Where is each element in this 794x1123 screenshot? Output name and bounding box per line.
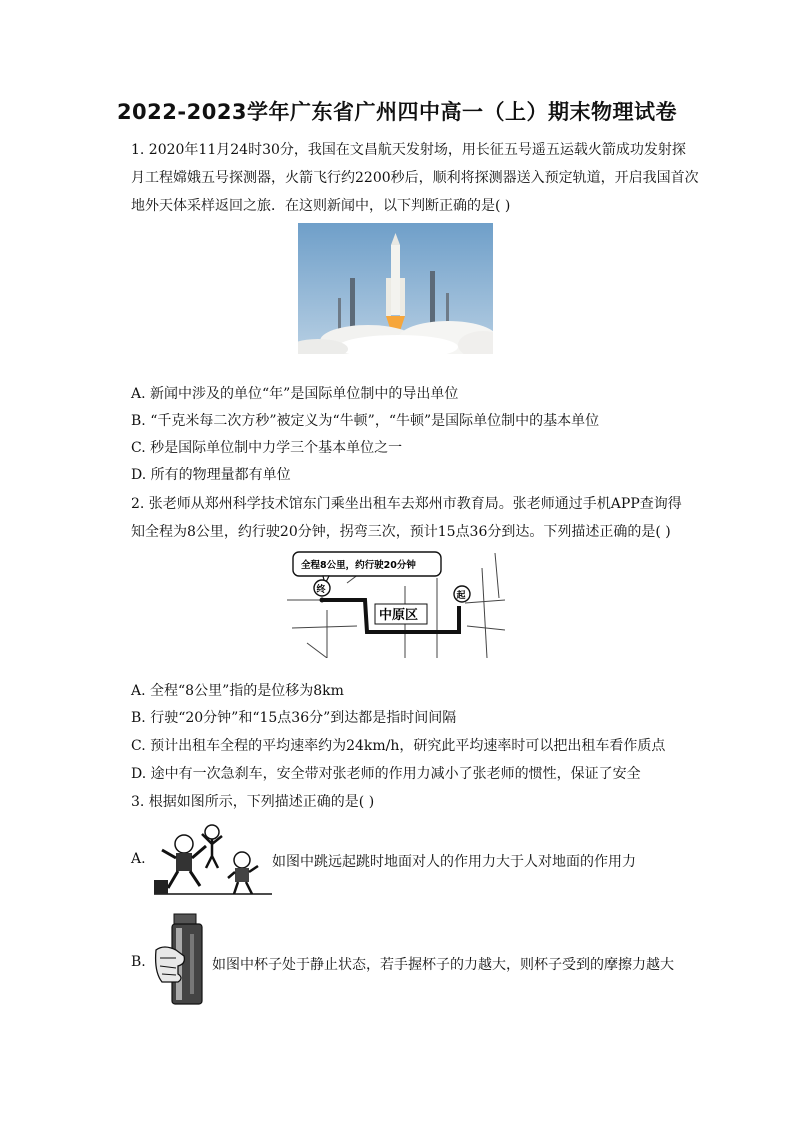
jumper-head (175, 835, 193, 853)
start-marker-label: 起 (456, 591, 466, 601)
q2-stem-line-1: 2. 张老师从郑州科学技术馆东门乘坐出租车去郑州市教育局。张老师通过手机APP查询得 (131, 496, 682, 512)
ground-block (154, 880, 168, 894)
q1-stem-line-2: 月工程嫦娥五号探测器，火箭飞行约2200秒后，顺利将探测器送入预定轨道，开启我国首次 (131, 170, 699, 186)
hand (156, 947, 185, 982)
cup-lid (174, 914, 196, 924)
q2-option-c[interactable]: C. 预计出租车全程的平均速率约为24km/h，研究此平均速率时可以把出租车看作质点 (131, 738, 666, 754)
page-title: 2022-2023学年广东省广州四中高一（上）期末物理试卷 (116, 100, 678, 124)
q3-option-b-text[interactable]: 如图中杯子处于静止状态，若手握杯子的力越大，则杯子受到的摩擦力越大 (212, 957, 674, 973)
q1-stem-line-3: 地外天体采样返回之旅．在这则新闻中，以下判断正确的是( ) (131, 198, 511, 214)
q1-option-c[interactable]: C. 秒是国际单位制中力学三个基本单位之一 (131, 440, 403, 456)
q2-option-a[interactable]: A. 全程“8公里”指的是位移为8km (131, 683, 344, 699)
q3-option-a-text[interactable]: 如图中跳远起跳时地面对人的作用力大于人对地面的作用力 (272, 854, 636, 870)
rocket-launch-photo (298, 223, 493, 354)
taxi-route-map (287, 548, 505, 658)
rocket-booster-right (400, 278, 405, 316)
q1-option-a[interactable]: A. 新闻中涉及的单位“年”是国际单位制中的导出单位 (131, 386, 459, 402)
q1-option-d[interactable]: D. 所有的物理量都有单位 (131, 467, 291, 483)
end-point (320, 598, 325, 603)
figure-head (205, 825, 219, 839)
q1-stem-line-1: 1. 2020年11月24时30分，我国在文昌航天发射场，用长征五号遥五运载火箭成功发射探 (131, 142, 686, 158)
end-marker-label: 终 (316, 585, 326, 595)
q3-option-a-label[interactable]: A. (131, 851, 146, 867)
cup-in-hand-illustration (154, 912, 212, 1007)
rocket-booster-left (386, 278, 391, 316)
cup-stripe (190, 934, 194, 994)
q2-stem-line-2: 知全程为8公里，约行驶20分钟，拐弯三次，预计15点36分到达。下列描述正确的是( ) (131, 524, 671, 540)
jumper-body (176, 853, 192, 871)
q2-option-d[interactable]: D. 途中有一次急刹车，安全带对张老师的作用力减小了张老师的惯性，保证了安全 (131, 766, 641, 782)
person-head (234, 852, 250, 868)
person-body (235, 868, 249, 882)
q3-option-b-label[interactable]: B. (131, 954, 146, 970)
rocket-core (391, 245, 400, 315)
q3-stem-line-1: 3. 根据如图所示，下列描述正确的是( ) (131, 794, 375, 810)
q2-option-b[interactable]: B. 行驶“20分钟”和“15点36分”到达都是指时间间隔 (131, 710, 457, 726)
q1-option-b[interactable]: B. “千克米每二次方秒”被定义为“牛顿”，“牛顿”是国际单位制中的基本单位 (131, 413, 600, 429)
info-bubble-text: 全程8公里，约行驶20分钟 (301, 560, 416, 571)
long-jump-illustration (154, 822, 272, 896)
district-label: 中原区 (379, 608, 419, 623)
